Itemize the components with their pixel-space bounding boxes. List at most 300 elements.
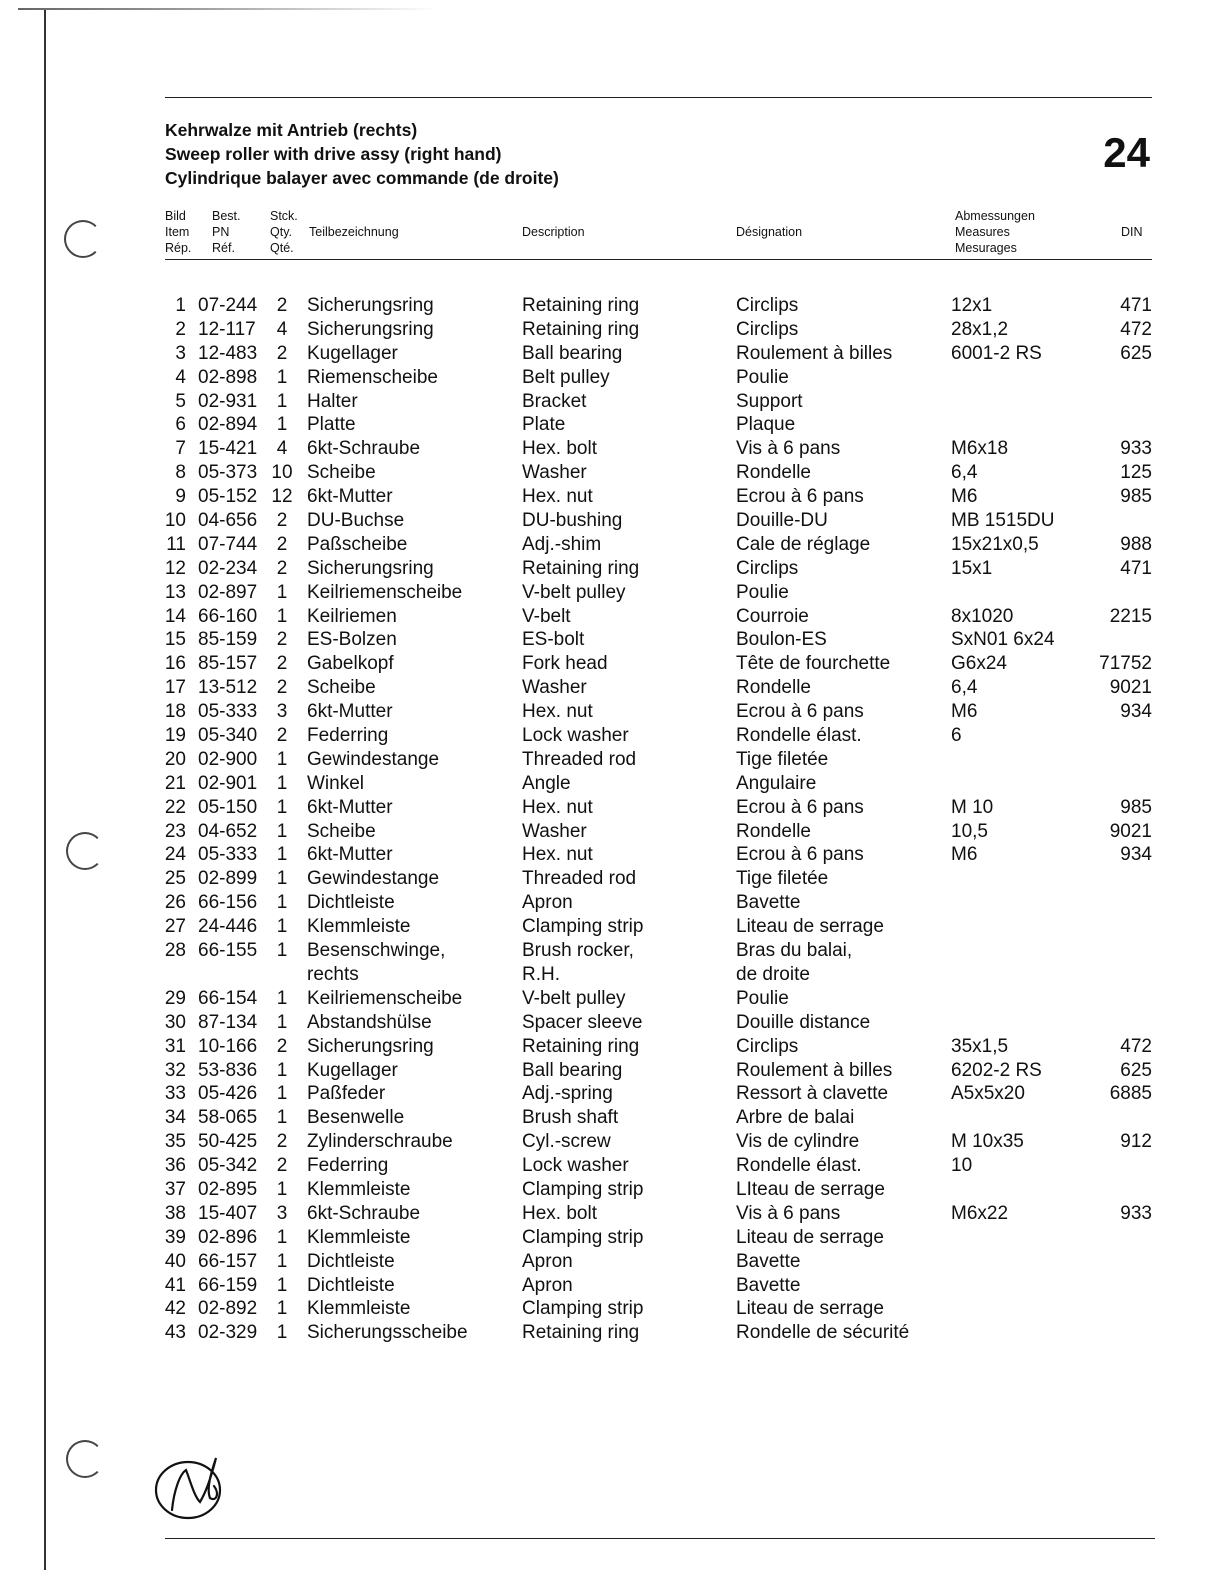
part-number: 85-157 [198, 653, 258, 675]
measures: 12x1 [951, 295, 993, 316]
header-item-de: Bild [165, 209, 186, 223]
name-french: Arbre de balai [736, 1107, 855, 1129]
item-number: 23 [164, 820, 186, 842]
name-german: DU-Buchse [307, 510, 405, 532]
item-number: 1 [175, 295, 186, 316]
header-measures-de: Abmessungen [955, 209, 1035, 223]
part-number: 05-333 [198, 701, 258, 723]
name-german: Sicherungsscheibe [307, 1322, 468, 1344]
name-german: Gewindestange [307, 868, 440, 890]
item-number: 31 [164, 1035, 186, 1057]
measures: M6 [951, 701, 978, 723]
quantity: 4 [276, 438, 288, 460]
quantity: 12 [271, 486, 293, 508]
din: 472 [1120, 1035, 1152, 1057]
name-german: 6kt-Schraube [307, 438, 421, 460]
table-row [0, 342, 1224, 366]
name-english: Adj.-spring [522, 1083, 613, 1105]
table-row [0, 1274, 1224, 1298]
name-english: Retaining ring [522, 1035, 640, 1057]
table-row [0, 318, 1224, 342]
table-row [0, 557, 1224, 581]
name-english: Threaded rod [522, 748, 637, 770]
name-german: rechts [307, 963, 359, 985]
name-english: Hex. nut [522, 844, 593, 866]
name-english: Apron [522, 1274, 573, 1296]
part-number: 85-159 [198, 629, 258, 651]
name-french: Cale de réglage [736, 533, 871, 555]
name-french: Poulie [736, 581, 789, 603]
name-french: Support [736, 390, 803, 412]
quantity: 1 [276, 892, 288, 914]
name-english: R.H. [522, 963, 560, 985]
quantity: 2 [276, 677, 288, 699]
name-german: Klemmleiste [307, 1298, 411, 1320]
name-english: Washer [522, 820, 587, 842]
part-number: 05-340 [198, 725, 258, 747]
table-row [0, 748, 1224, 772]
name-german: Federring [307, 725, 389, 747]
quantity: 1 [276, 1322, 288, 1344]
name-english: Hex. bolt [522, 1202, 597, 1224]
din: 985 [1120, 486, 1152, 508]
name-english: V-belt pulley [522, 987, 626, 1009]
item-number: 26 [164, 892, 186, 914]
table-row [0, 1082, 1224, 1106]
page-title [165, 118, 559, 190]
measures: G6x24 [951, 653, 1007, 675]
name-german: Paßfeder [307, 1083, 386, 1105]
quantity: 10 [271, 462, 293, 484]
measures: M6x22 [951, 1202, 1009, 1224]
name-english: ES-bolt [522, 629, 585, 651]
name-english: Adj.-shim [522, 533, 602, 555]
quantity: 2 [276, 533, 288, 555]
item-number: 29 [164, 987, 186, 1009]
part-number: 07-744 [198, 533, 258, 555]
name-german: 6kt-Mutter [307, 701, 393, 723]
quantity: 2 [276, 653, 288, 675]
measures: 35x1,5 [951, 1035, 1009, 1057]
name-german: Dichtleiste [307, 1250, 395, 1272]
table-row [0, 605, 1224, 629]
name-french: Tige filetée [736, 868, 829, 890]
name-french: Rondelle de sécurité [736, 1322, 910, 1344]
name-english: Retaining ring [522, 1322, 640, 1344]
name-english: Plate [522, 414, 566, 436]
name-french: Poulie [736, 366, 789, 388]
item-number: 15 [164, 629, 186, 651]
table-row [0, 891, 1224, 915]
part-number: 66-157 [198, 1250, 258, 1272]
part-number: 02-900 [198, 748, 258, 770]
header-description: Description [522, 225, 585, 239]
quantity: 2 [276, 557, 288, 579]
name-german: Keilriemenscheibe [307, 581, 463, 603]
table-row [0, 724, 1224, 748]
part-number: 02-896 [198, 1226, 258, 1248]
name-french: Boulon-ES [736, 629, 827, 651]
din: 625 [1120, 342, 1152, 364]
header-din: DIN [1121, 225, 1143, 239]
measures: MB 1515DU [951, 510, 1055, 532]
name-english: V-belt [522, 605, 571, 627]
table-row [0, 1011, 1224, 1035]
table-row [0, 628, 1224, 652]
name-english: Brush shaft [522, 1107, 619, 1129]
item-number: 18 [164, 701, 186, 723]
part-number: 87-134 [198, 1011, 258, 1033]
din: 912 [1120, 1131, 1152, 1153]
name-french: Bavette [736, 1250, 801, 1272]
title-german: Kehrwalze mit Antrieb (rechts) [165, 120, 418, 140]
name-german: Platte [307, 414, 356, 436]
table-row [0, 294, 1224, 318]
table-row [0, 461, 1224, 485]
name-german: Kugellager [307, 1059, 398, 1081]
name-english: Spacer sleeve [522, 1011, 643, 1033]
din: 472 [1120, 318, 1152, 340]
name-english: Hex. nut [522, 796, 593, 818]
table-row [0, 1059, 1224, 1083]
measures: 28x1,2 [951, 318, 1009, 340]
name-german: 6kt-Mutter [307, 844, 393, 866]
name-german: Halter [307, 390, 358, 412]
name-french: Tête de fourchette [736, 653, 891, 675]
table-row [0, 843, 1224, 867]
name-english: Retaining ring [522, 318, 640, 340]
item-number: 40 [164, 1250, 186, 1272]
header-pn-fr: Réf. [212, 241, 235, 255]
name-english: Apron [522, 1250, 573, 1272]
item-number: 39 [164, 1226, 186, 1248]
name-french: Rondelle élast. [736, 1155, 862, 1177]
name-english: Lock washer [522, 1155, 629, 1177]
din: 985 [1120, 796, 1152, 818]
header-teilbezeichnung: Teilbezeichnung [309, 225, 399, 239]
quantity: 1 [276, 366, 288, 388]
title-french: Cylindrique balayer avec commande (de droite) [165, 168, 559, 188]
name-french: Douille distance [736, 1011, 871, 1033]
item-number: 42 [164, 1298, 186, 1320]
table-row [0, 366, 1224, 390]
name-french: Douille-DU [736, 510, 828, 532]
quantity: 1 [276, 940, 288, 962]
quantity: 2 [276, 295, 288, 316]
item-number: 8 [175, 462, 186, 484]
name-german: Klemmleiste [307, 916, 411, 938]
measures: M6 [951, 844, 978, 866]
table-row [0, 1202, 1224, 1226]
parts-list [0, 294, 1224, 1345]
item-number: 5 [175, 390, 186, 412]
item-number: 27 [164, 916, 186, 938]
item-number: 2 [175, 318, 186, 340]
part-number: 05-152 [198, 486, 258, 508]
header-designation: Désignation [736, 225, 803, 239]
part-number: 66-160 [198, 605, 258, 627]
quantity: 2 [276, 510, 288, 532]
header-item-fr: Rép. [165, 241, 192, 255]
measures: 8x1020 [951, 605, 1014, 627]
name-english: Hex. nut [522, 486, 593, 508]
quantity: 1 [276, 820, 288, 842]
item-number: 21 [164, 772, 186, 794]
din: 125 [1120, 462, 1152, 484]
item-number: 35 [164, 1131, 186, 1153]
part-number: 66-154 [198, 987, 258, 1009]
header-qty-en: Qty. [270, 225, 292, 239]
part-number: 02-894 [198, 414, 258, 436]
name-german: Gabelkopf [307, 653, 394, 675]
header-measures-en: Measures [955, 225, 1010, 239]
item-number: 38 [164, 1202, 186, 1224]
name-german: Zylinderschraube [307, 1131, 453, 1153]
table-row [0, 485, 1224, 509]
quantity: 1 [276, 1059, 288, 1081]
name-english: V-belt pulley [522, 581, 626, 603]
name-french: de droite [736, 963, 810, 985]
name-french: Rondelle [736, 820, 811, 842]
din: 2215 [1109, 605, 1152, 627]
name-english: Brush rocker, [522, 940, 634, 962]
part-number: 05-342 [198, 1155, 258, 1177]
quantity: 1 [276, 796, 288, 818]
table-row [0, 1106, 1224, 1130]
measures: M6 [951, 486, 978, 508]
part-number: 58-065 [198, 1107, 258, 1129]
name-french: Ecrou à 6 pans [736, 844, 864, 866]
part-number: 05-150 [198, 796, 258, 818]
item-number: 41 [164, 1274, 186, 1296]
name-english: Hex. bolt [522, 438, 597, 460]
table-row [0, 581, 1224, 605]
table-row [0, 533, 1224, 557]
header-pn-de: Best. [212, 209, 241, 223]
name-german: Sicherungsring [307, 295, 434, 316]
name-german: Paßscheibe [307, 533, 408, 555]
part-number: 12-483 [198, 342, 258, 364]
part-number: 12-117 [198, 318, 256, 340]
din: 933 [1120, 1202, 1152, 1224]
name-german: Sicherungsring [307, 318, 434, 340]
quantity: 3 [276, 701, 288, 723]
quantity: 1 [276, 1011, 288, 1033]
name-english: Clamping strip [522, 1226, 644, 1248]
header-measures [955, 208, 1035, 256]
name-german: Dichtleiste [307, 892, 395, 914]
part-number: 02-898 [198, 366, 258, 388]
name-german: Sicherungsring [307, 557, 434, 579]
table-row [0, 1250, 1224, 1274]
name-french: Ecrou à 6 pans [736, 796, 864, 818]
name-german: ES-Bolzen [307, 629, 397, 651]
part-number: 02-897 [198, 581, 258, 603]
name-english: Retaining ring [522, 557, 640, 579]
bottom-rule [165, 1538, 1155, 1539]
name-english: Washer [522, 462, 587, 484]
measures: A5x5x20 [951, 1083, 1025, 1105]
din: 9021 [1109, 677, 1152, 699]
measures: 6,4 [951, 677, 978, 699]
quantity: 1 [276, 772, 288, 794]
table-row [0, 509, 1224, 533]
item-number: 30 [164, 1011, 186, 1033]
name-german: Federring [307, 1155, 389, 1177]
item-number: 28 [164, 940, 186, 962]
name-english: Clamping strip [522, 1298, 644, 1320]
measures: SxN01 6x24 [951, 629, 1055, 651]
table-row [0, 1226, 1224, 1250]
table-row [0, 1178, 1224, 1202]
name-english: Washer [522, 677, 587, 699]
quantity: 1 [276, 748, 288, 770]
name-german: Kugellager [307, 342, 398, 364]
item-number: 32 [164, 1059, 186, 1081]
item-number: 25 [164, 868, 186, 890]
item-number: 34 [164, 1107, 186, 1129]
header-qty-fr: Qté. [270, 241, 294, 255]
din: 6885 [1109, 1083, 1152, 1105]
part-number: 02-931 [198, 390, 258, 412]
measures: 6 [951, 725, 962, 747]
table-row [0, 437, 1224, 461]
table-row [0, 413, 1224, 437]
table-row [0, 1321, 1224, 1345]
part-number: 50-425 [198, 1131, 258, 1153]
part-number: 02-901 [198, 772, 258, 794]
part-number: 04-652 [198, 820, 258, 842]
name-french: Liteau de serrage [736, 1298, 884, 1320]
part-number: 53-836 [198, 1059, 258, 1081]
din: 988 [1120, 533, 1152, 555]
table-row [0, 987, 1224, 1011]
scan-edge-mark [18, 8, 438, 10]
table-row [0, 796, 1224, 820]
measures: 6202-2 RS [951, 1059, 1042, 1081]
name-german: 6kt-Mutter [307, 796, 393, 818]
name-french: Vis à 6 pans [736, 438, 841, 460]
name-german: Besenwelle [307, 1107, 405, 1129]
part-number: 66-159 [198, 1274, 258, 1296]
name-french: Vis à 6 pans [736, 1202, 841, 1224]
din: 625 [1120, 1059, 1152, 1081]
table-row [0, 676, 1224, 700]
name-french: Rondelle [736, 677, 811, 699]
name-english: Ball bearing [522, 1059, 623, 1081]
name-german: Scheibe [307, 677, 376, 699]
item-number: 19 [164, 725, 186, 747]
name-english: Lock washer [522, 725, 629, 747]
part-number: 02-892 [198, 1298, 258, 1320]
quantity: 2 [276, 342, 288, 364]
name-english: Clamping strip [522, 1178, 644, 1200]
part-number: 15-407 [198, 1202, 258, 1224]
name-german: Keilriemenscheibe [307, 987, 463, 1009]
part-number: 15-421 [198, 438, 258, 460]
table-row [0, 963, 1224, 987]
name-english: Clamping strip [522, 916, 644, 938]
name-german: Klemmleiste [307, 1178, 411, 1200]
name-english: Fork head [522, 653, 608, 675]
quantity: 2 [276, 725, 288, 747]
item-number: 33 [164, 1083, 186, 1105]
name-french: Rondelle [736, 462, 811, 484]
name-french: Roulement à billes [736, 342, 893, 364]
table-row [0, 1154, 1224, 1178]
item-number: 4 [175, 366, 186, 388]
name-german: Sicherungsring [307, 1035, 434, 1057]
part-number: 02-329 [198, 1322, 258, 1344]
name-french: Circlips [736, 1035, 799, 1057]
name-french: Bavette [736, 1274, 801, 1296]
quantity: 1 [276, 868, 288, 890]
title-english: Sweep roller with drive assy (right hand) [165, 144, 502, 164]
part-number: 66-156 [198, 892, 258, 914]
header-qty [270, 208, 298, 256]
name-english: Retaining ring [522, 295, 640, 316]
item-number: 14 [164, 605, 186, 627]
quantity: 1 [276, 390, 288, 412]
table-row [0, 1297, 1224, 1321]
quantity: 1 [276, 1083, 288, 1105]
measures: M 10x35 [951, 1131, 1024, 1153]
measures: 15x21x0,5 [951, 533, 1039, 555]
name-french: Liteau de serrage [736, 1226, 884, 1248]
name-german: Besenschwinge, [307, 940, 446, 962]
name-german: Scheibe [307, 462, 376, 484]
name-german: Riemenscheibe [307, 366, 438, 388]
part-number: 02-234 [198, 557, 258, 579]
quantity: 1 [276, 916, 288, 938]
part-number: 66-155 [198, 940, 258, 962]
name-french: Circlips [736, 295, 799, 316]
handwritten-initial-icon [150, 1440, 240, 1530]
measures: 6001-2 RS [951, 342, 1042, 364]
measures: 6,4 [951, 462, 978, 484]
table-row [0, 915, 1224, 939]
name-german: Winkel [307, 772, 365, 794]
name-german: Gewindestange [307, 748, 440, 770]
name-french: Bras du balai, [736, 940, 853, 962]
table-row [0, 939, 1224, 963]
quantity: 4 [276, 318, 288, 340]
header-item [165, 208, 191, 256]
name-english: Cyl.-screw [522, 1131, 611, 1153]
part-number: 05-426 [198, 1083, 258, 1105]
name-french: Tige filetée [736, 748, 829, 770]
name-english: Angle [522, 772, 571, 794]
table-row [0, 1130, 1224, 1154]
measures: 10,5 [951, 820, 988, 842]
header-item-en: Item [165, 225, 190, 239]
din: 471 [1120, 295, 1152, 316]
table-row [0, 1035, 1224, 1059]
quantity: 1 [276, 1250, 288, 1272]
item-number: 37 [164, 1178, 186, 1200]
table-row [0, 867, 1224, 891]
name-german: 6kt-Schraube [307, 1202, 421, 1224]
top-rule [165, 97, 1152, 98]
name-english: Belt pulley [522, 366, 610, 388]
part-number: 07-244 [198, 295, 258, 316]
name-french: Ecrou à 6 pans [736, 486, 864, 508]
name-french: Roulement à billes [736, 1059, 893, 1081]
item-number: 43 [164, 1322, 186, 1344]
name-english: Ball bearing [522, 342, 623, 364]
name-french: Circlips [736, 557, 799, 579]
item-number: 36 [164, 1155, 186, 1177]
